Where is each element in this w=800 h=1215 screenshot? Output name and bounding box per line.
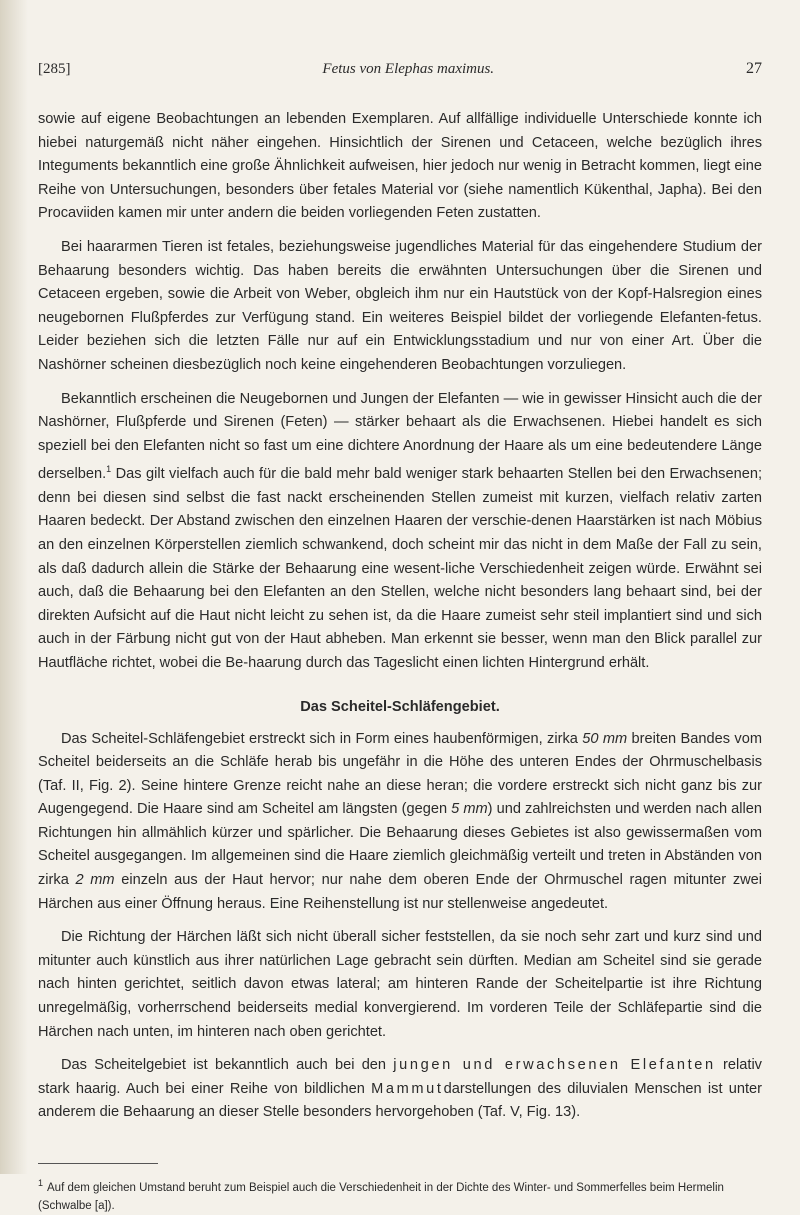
paragraph-1: sowie auf eigene Beobachtungen an lebenden Exemplaren. Auf allfällige individuelle Unterschiede konnte ich hiebei naturgemäß nicht näher eingehen. Hinsichtlich der Sirenen und Cetaceen, welche bezüglich ihres Integuments bekanntlich eine große Ähnlichkeit aufweisen, hier jedoch nur wenig in Betracht kommen, liegt eine Reihe von Untersuchungen, besonders über fetales Material vor (siehe namentlich Kükenthal, Japha). Bei den Procaviiden kamen mir unter andern die beiden vorliegenden Feten zustatten.: [38, 111, 762, 222]
page-edge-shadow: [0, 0, 28, 1174]
paragraph-6-text-a: Das Scheitelgebiet ist bekanntlich auch bei den: [61, 1057, 394, 1074]
body-text: [38, 108, 762, 1125]
footnote: [38, 1174, 762, 1215]
paragraph-6: [38, 1054, 762, 1125]
footnote-text: Auf dem gleichen Umstand beruht zum Beispiel auch die Verschiedenheit in der Dichte des Winter- und Sommerfelles beim Hermelin (Schwalbe [a]).: [38, 1181, 724, 1212]
measure-50mm: 50 mm: [582, 730, 628, 747]
paragraph-5: Die Richtung der Härchen läßt sich nicht überall sicher feststellen, da sie noch sehr zart und kurz sind und mitunter auch künstlich aus ihrer natürlichen Lage gebracht sein dürften. Median am Scheitel sind sie gerade nach hinten gerichtet, seitlich davon etwas lateral; am hinteren Rande der Scheitelpartie ist ihre Richtung unregelmäßig, vorherrschend beiderseits medial konvergierend. Im vorderen Teile der Schläfepartie sind die Härchen nach unten, im hinteren nach oben gerichtet.: [38, 929, 762, 1040]
measure-2mm: 2 mm: [75, 872, 115, 889]
paragraph-4-text-c: ) und zahlreichsten und werden nach allen Richtungen hin allmählich kürzer und spärlicher. Die Behaarung dieses Gebietes ist also gewissermaßen vom Scheitel ausgegangen. Im allgemeinen sind die Haare ziemlich gleichmäßig verteilt und treten in Abständen von zirka: [38, 801, 763, 889]
paragraph-4-text-d: einzeln aus der Haut hervor; nur nahe dem oberen Ende der Ohrmuschel ragen mitunter zwei Härchen aus einer Öffnung heraus. Eine Reihenstellung ist nur stellenweise angedeutet.: [38, 872, 763, 912]
page-number: 27: [745, 60, 762, 77]
paragraph-2: Bei haararmen Tieren ist fetales, beziehungsweise jugendliches Material für das eingehendere Studium der Behaarung besonders wichtig. Das haben bereits die erwähnten Untersuchungen über die Sirenen und Cetaceen ergeben, sowie die Arbeit von Weber, obgleich ihm nur ein Hautstück von der Kopf-Halsregion eines neugebornen Flußpferdes zur Verfügung stand. Ein weiteres Beispiel bildet der vorliegende Elefanten-fetus. Leider beziehen sich die letzten Fälle nur auf ein Entwicklungsstadium und nur von einer Art. Über die Nashörner scheinen diesbezüglich noch keine eingehenderen Beobachtungen vorzuliegen.: [38, 238, 762, 373]
paragraph-3-text-a: Bekanntlich erscheinen die Neugebornen und Jungen der Elefanten — wie in gewisser Hinsicht auch die der Nashörner, Flußpferde und Sirenen (Feten) — stärker behaart als die Erwachsenen. Hiebei handelt es sich speziell bei den Elefanten nicht so fast um eine dichtere Anordnung der Haare als um eine bedeutendere Länge derselben.: [38, 390, 762, 483]
document-page: [38, 60, 762, 1215]
paragraph-3: [38, 388, 762, 676]
paragraph-4-text-b: breiten Bandes vom Scheitel beiderseits an die Schläfe herab bis ungefähr in die Höhe des unteren Endes der Ohrmuschelbasis (Taf. II, Fig. 2). Seine hintere Grenze reicht nahe an diese heran; die vordere erstreckt sich nicht ganz bis zur Augengegend. Die Haare sind am Scheitel am längsten (gegen: [38, 730, 762, 818]
paragraph-4-text-a: Das Scheitel-Schläfengebiet erstreckt sich in Form eines haubenförmigen, zirka: [61, 730, 583, 747]
section-heading: Das Scheitel-Schläfengebiet.: [300, 698, 500, 715]
paragraph-4: [38, 728, 762, 917]
running-head: [38, 60, 762, 78]
footnote-marker: 1: [38, 1178, 44, 1189]
footnote-divider: [38, 1163, 158, 1164]
header-title: Fetus von Elephas maximus.: [322, 61, 495, 77]
paragraph-6-spaced-mammut: Mammut: [371, 1080, 444, 1097]
paragraph-6-spaced-text: jungen und erwachsenen Elefanten: [393, 1057, 716, 1074]
measure-5mm: 5 mm: [451, 801, 488, 818]
paragraph-6-text-b: relativ stark haarig. Auch bei einer Reihe von bildlichen: [38, 1057, 762, 1097]
paragraph-6-text-c: darstellungen des diluvialen Menschen ist unter anderem die Behaarung an dieser Stelle besonders hervorgehoben (Taf. V, Fig. 13).: [38, 1080, 763, 1121]
paragraph-3-text-b: Das gilt vielfach auch für die bald mehr bald weniger stark behaarten Stellen bei den Erwachsenen; denn bei diesen sind selbst die fast nackt erscheinenden Stellen zumeist mit kurzen, vielfach relativ zarten Haaren bedeckt. Der Abstand zwischen den einzelnen Haaren der verschie-denen Haarstärken ist nach Möbius an den einzelnen Körperstellen ziemlich schwankend, doch scheint mir das nicht in dem Maße der Fall zu sein, als daß dadurch allein die Stärke der Behaarung eine wesent-liche Verschiedenheit zeigen würde. Erwähnt sei auch, daß die Behaarung bei den Elefanten an den Stellen, welche nicht besonders lang behaart sind, bei der direkten Aufsicht auf die Haut nicht leicht zu sehen ist, da die Haare zumeist sehr steil implantiert sind und sich auch in der Färbung nicht gut von der Haut abheben. Man erkennt sie besser, wenn man den Blick parallel zur Hautfläche richtet, wobei die Be-haarung durch das Tageslicht einen lichten Hintergrund erhält.: [38, 466, 762, 671]
header-bracket-number: [285]: [38, 61, 71, 77]
footnote-reference: 1: [106, 464, 112, 475]
